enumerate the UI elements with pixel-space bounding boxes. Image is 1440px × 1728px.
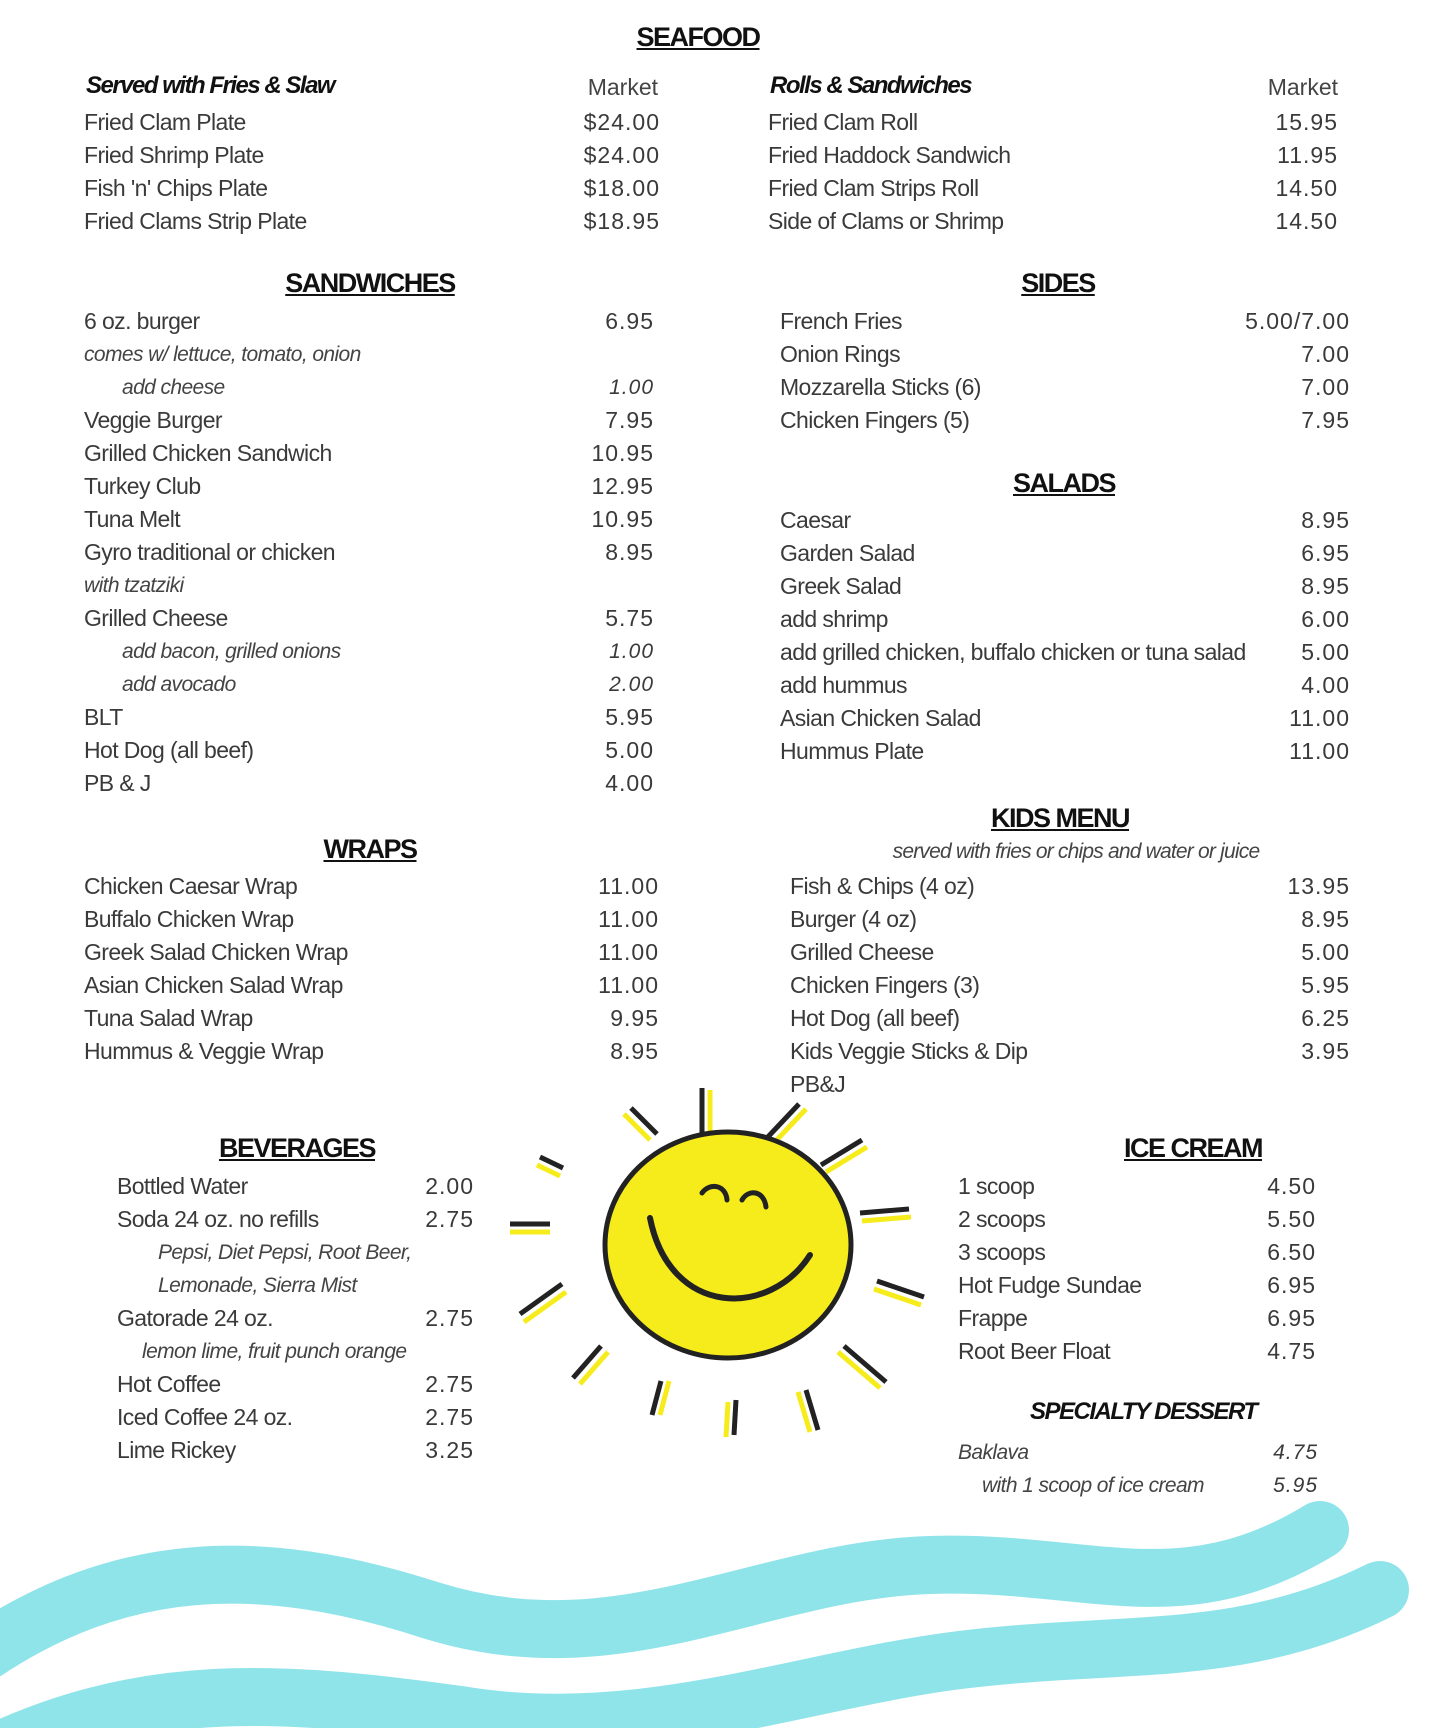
menu-item: [84, 404, 654, 437]
menu-item: [84, 602, 654, 635]
item-price: 5.50: [1267, 1206, 1316, 1232]
ice-cream-heading: ICE CREAM: [1123, 1133, 1263, 1163]
item-name: Frappe: [958, 1305, 1028, 1331]
item-price: 7.00: [1301, 341, 1350, 367]
item-name: Fish 'n' Chips Plate: [84, 175, 268, 201]
item-name: Baklava: [958, 1441, 1029, 1464]
item-name: with 1 scoop of ice cream: [982, 1474, 1204, 1497]
item-price: 11.00: [598, 972, 659, 998]
item-price: 5.00/7.00: [1245, 308, 1350, 334]
menu-item: [84, 470, 654, 503]
menu-item: [84, 969, 659, 1002]
item-price: 4.75: [1267, 1338, 1316, 1364]
item-price: 3.95: [1301, 1038, 1350, 1064]
item-price: 11.95: [1277, 142, 1338, 168]
menu-item: [958, 1302, 1316, 1335]
item-price: $18.00: [583, 175, 660, 201]
item-price: 5.95: [1273, 1474, 1318, 1497]
item-price: 11.00: [598, 873, 659, 899]
item-price: 2.75: [425, 1371, 474, 1397]
item-name: Kids Veggie Sticks & Dip: [790, 1038, 1028, 1064]
item-name: Hot Dog (all beef): [790, 1005, 960, 1031]
menu-item: [768, 172, 1338, 205]
item-name: Hot Coffee: [117, 1371, 221, 1397]
item-price: 14.50: [1275, 175, 1338, 201]
item-price: 6.95: [605, 308, 654, 334]
seafood-rolls-subheading: Rolls & Sandwiches: [770, 72, 972, 99]
menu-item: [790, 969, 1350, 1002]
item-name: Fried Clam Roll: [768, 109, 918, 135]
item-name: add bacon, grilled onions: [122, 640, 341, 663]
menu-item: [780, 735, 1350, 768]
item-name: Pepsi, Diet Pepsi, Root Beer,: [158, 1241, 412, 1264]
item-name: Chicken Fingers (5): [780, 407, 970, 433]
wraps-heading: WRAPS: [323, 834, 417, 864]
kids-menu-note: served with fries or chips and water or juice: [892, 840, 1260, 863]
item-price: 4.00: [605, 770, 654, 796]
item-name: Tuna Salad Wrap: [84, 1005, 253, 1031]
item-name: Hummus & Veggie Wrap: [84, 1038, 324, 1064]
menu-item-note: [84, 569, 654, 602]
menu-item: [790, 1068, 1350, 1101]
item-name: with tzatziki: [84, 574, 184, 597]
item-name: 3 scoops: [958, 1239, 1046, 1265]
wave-decoration: [0, 1530, 1380, 1728]
menu-item: [84, 734, 654, 767]
item-price: 4.00: [1301, 672, 1350, 698]
menu-item: [790, 936, 1350, 969]
kids-menu-heading: KIDS MENU: [990, 803, 1130, 833]
menu-item: [117, 1203, 474, 1236]
menu-item: [84, 172, 660, 205]
item-name: Iced Coffee 24 oz.: [117, 1404, 293, 1430]
item-name: Gyro traditional or chicken: [84, 539, 335, 565]
item-price: 4.50: [1267, 1173, 1316, 1199]
item-name: comes w/ lettuce, tomato, onion: [84, 343, 361, 366]
item-price: 9.95: [610, 1005, 659, 1031]
menu-item: [84, 305, 654, 338]
item-name: Grilled Chicken Sandwich: [84, 440, 332, 466]
seafood-heading: SEAFOOD: [636, 22, 760, 52]
sun-icon: [510, 1088, 924, 1437]
item-price: 6.00: [1301, 606, 1350, 632]
sides-heading: SIDES: [1021, 268, 1095, 298]
item-price: 8.95: [605, 539, 654, 565]
menu-item: [84, 106, 660, 139]
item-name: 6 oz. burger: [84, 308, 200, 334]
menu-item: [84, 870, 659, 903]
item-price: 7.95: [1301, 407, 1350, 433]
item-name: Grilled Cheese: [790, 939, 934, 965]
menu-item: [780, 669, 1350, 702]
menu-item: [780, 404, 1350, 437]
menu-item: [780, 338, 1350, 371]
item-price: 5.95: [1301, 972, 1350, 998]
item-name: Tuna Melt: [84, 506, 181, 532]
menu-item: [780, 570, 1350, 603]
item-price: 8.95: [1301, 906, 1350, 932]
menu-item: [84, 437, 654, 470]
item-price: 5.00: [1301, 639, 1350, 665]
item-name: Burger (4 oz): [790, 906, 917, 932]
item-price: 5.00: [605, 737, 654, 763]
menu-item: [84, 1002, 659, 1035]
menu-item: [84, 536, 654, 569]
item-price: 6.95: [1267, 1272, 1316, 1298]
menu-item: [768, 139, 1338, 172]
item-price: 1.00: [609, 640, 654, 663]
item-price: 5.75: [605, 605, 654, 631]
menu-item: [117, 1434, 474, 1467]
seafood-rolls-market-label: Market: [1267, 74, 1338, 100]
menu-item: [958, 1203, 1316, 1236]
menu-item: [84, 139, 660, 172]
item-name: Onion Rings: [780, 341, 900, 367]
item-price: 5.00: [1301, 939, 1350, 965]
menu-item: [84, 503, 654, 536]
item-name: French Fries: [780, 308, 902, 334]
menu-item: [790, 870, 1350, 903]
item-price: $24.00: [583, 142, 660, 168]
specialty-dessert-heading: SPECIALTY DESSERT: [1030, 1398, 1257, 1425]
beverages-heading: BEVERAGES: [218, 1133, 376, 1163]
menu-item: [84, 1035, 659, 1068]
item-price: 15.95: [1275, 109, 1338, 135]
item-price: 12.95: [591, 473, 654, 499]
item-price: 6.25: [1301, 1005, 1350, 1031]
item-name: Fish & Chips (4 oz): [790, 873, 975, 899]
item-price: 6.95: [1267, 1305, 1316, 1331]
menu-item: [780, 537, 1350, 570]
menu-item: [780, 371, 1350, 404]
menu-item: [780, 603, 1350, 636]
item-name: Fried Clams Strip Plate: [84, 208, 307, 234]
menu-item: [790, 903, 1350, 936]
item-name: Hummus Plate: [780, 738, 924, 764]
item-name: add hummus: [780, 672, 907, 698]
item-name: add avocado: [122, 673, 236, 696]
menu-item-note: [158, 1236, 474, 1269]
menu-item: [780, 636, 1350, 669]
item-price: 8.95: [1301, 507, 1350, 533]
item-name: BLT: [84, 704, 123, 730]
item-name: Hot Fudge Sundae: [958, 1272, 1142, 1298]
item-price: 2.75: [425, 1206, 474, 1232]
item-name: Gatorade 24 oz.: [117, 1305, 273, 1331]
item-name: Grilled Cheese: [84, 605, 228, 631]
menu-item-addon: [122, 371, 654, 404]
seafood-plates-subheading: Served with Fries & Slaw: [86, 72, 335, 99]
item-name: Asian Chicken Salad Wrap: [84, 972, 343, 998]
menu-item: [84, 903, 659, 936]
menu-item: [117, 1368, 474, 1401]
item-name: Veggie Burger: [84, 407, 222, 433]
menu-item: [958, 1236, 1316, 1269]
menu-item: [117, 1302, 474, 1335]
menu-item: [780, 305, 1350, 338]
item-price: 5.95: [605, 704, 654, 730]
menu-item-addon: [122, 668, 654, 701]
menu-item-note: [84, 338, 654, 371]
item-name: Garden Salad: [780, 540, 915, 566]
menu-item-note: [158, 1269, 474, 1302]
item-price: 7.95: [605, 407, 654, 433]
item-price: $18.95: [583, 208, 660, 234]
menu-item: [768, 205, 1338, 238]
item-price: 4.75: [1273, 1441, 1318, 1464]
item-price: 2.75: [425, 1305, 474, 1331]
menu-item: [958, 1335, 1316, 1368]
item-name: 1 scoop: [958, 1173, 1035, 1199]
item-price: 11.00: [598, 939, 659, 965]
item-price: $24.00: [583, 109, 660, 135]
menu-item: [958, 1170, 1316, 1203]
item-price: 11.00: [598, 906, 659, 932]
item-name: Caesar: [780, 507, 851, 533]
item-name: PB&J: [790, 1071, 846, 1097]
item-price: 11.00: [1289, 705, 1350, 731]
item-name: Soda 24 oz. no refills: [117, 1206, 319, 1232]
item-price: 14.50: [1275, 208, 1338, 234]
menu-item: [84, 205, 660, 238]
item-name: PB & J: [84, 770, 151, 796]
menu-item-addon: [122, 635, 654, 668]
item-name: 2 scoops: [958, 1206, 1046, 1232]
item-price: 2.75: [425, 1404, 474, 1430]
item-name: lemon lime, fruit punch orange: [142, 1340, 407, 1363]
item-price: 10.95: [591, 506, 654, 532]
menu-item: [84, 936, 659, 969]
item-name: Fried Clam Strips Roll: [768, 175, 979, 201]
seafood-plates-market-label: Market: [587, 74, 658, 100]
menu-item-note: [142, 1335, 474, 1368]
item-price: 10.95: [591, 440, 654, 466]
item-price: 1.00: [609, 376, 654, 399]
item-price: 2.00: [425, 1173, 474, 1199]
menu-item: [790, 1035, 1350, 1068]
menu-item: [780, 504, 1350, 537]
item-name: add grilled chicken, buffalo chicken or tuna salad: [780, 639, 1246, 665]
item-name: Bottled Water: [117, 1173, 248, 1199]
item-name: Root Beer Float: [958, 1338, 1111, 1364]
menu-item: [958, 1436, 1318, 1469]
menu-item: [117, 1401, 474, 1434]
menu-item: [780, 702, 1350, 735]
menu-item: [958, 1269, 1316, 1302]
item-name: Side of Clams or Shrimp: [768, 208, 1004, 234]
item-name: Lime Rickey: [117, 1437, 236, 1463]
item-price: 7.00: [1301, 374, 1350, 400]
salads-heading: SALADS: [1012, 468, 1116, 498]
item-price: 2.00: [609, 673, 654, 696]
menu-item: [790, 1002, 1350, 1035]
item-name: Greek Salad: [780, 573, 902, 599]
item-price: 6.95: [1301, 540, 1350, 566]
item-name: Hot Dog (all beef): [84, 737, 254, 763]
item-price: 13.95: [1287, 873, 1350, 899]
item-name: Chicken Fingers (3): [790, 972, 980, 998]
item-name: Buffalo Chicken Wrap: [84, 906, 294, 932]
item-name: Fried Haddock Sandwich: [768, 142, 1011, 168]
item-name: Mozzarella Sticks (6): [780, 374, 981, 400]
menu-item: [84, 767, 654, 800]
item-name: Lemonade, Sierra Mist: [158, 1274, 357, 1297]
item-name: Chicken Caesar Wrap: [84, 873, 298, 899]
item-name: add cheese: [122, 376, 225, 399]
menu-item: [84, 701, 654, 734]
item-name: Greek Salad Chicken Wrap: [84, 939, 348, 965]
item-name: Fried Clam Plate: [84, 109, 246, 135]
item-name: Fried Shrimp Plate: [84, 142, 264, 168]
menu-item: [768, 106, 1338, 139]
item-price: 3.25: [425, 1437, 474, 1463]
item-name: Turkey Club: [84, 473, 201, 499]
item-price: 6.50: [1267, 1239, 1316, 1265]
item-price: 8.95: [1301, 573, 1350, 599]
sandwiches-heading: SANDWICHES: [285, 268, 455, 298]
menu-item: [117, 1170, 474, 1203]
item-price: 11.00: [1289, 738, 1350, 764]
item-price: 8.95: [610, 1038, 659, 1064]
menu-item: [982, 1469, 1318, 1502]
item-name: add shrimp: [780, 606, 888, 632]
item-name: Asian Chicken Salad: [780, 705, 981, 731]
